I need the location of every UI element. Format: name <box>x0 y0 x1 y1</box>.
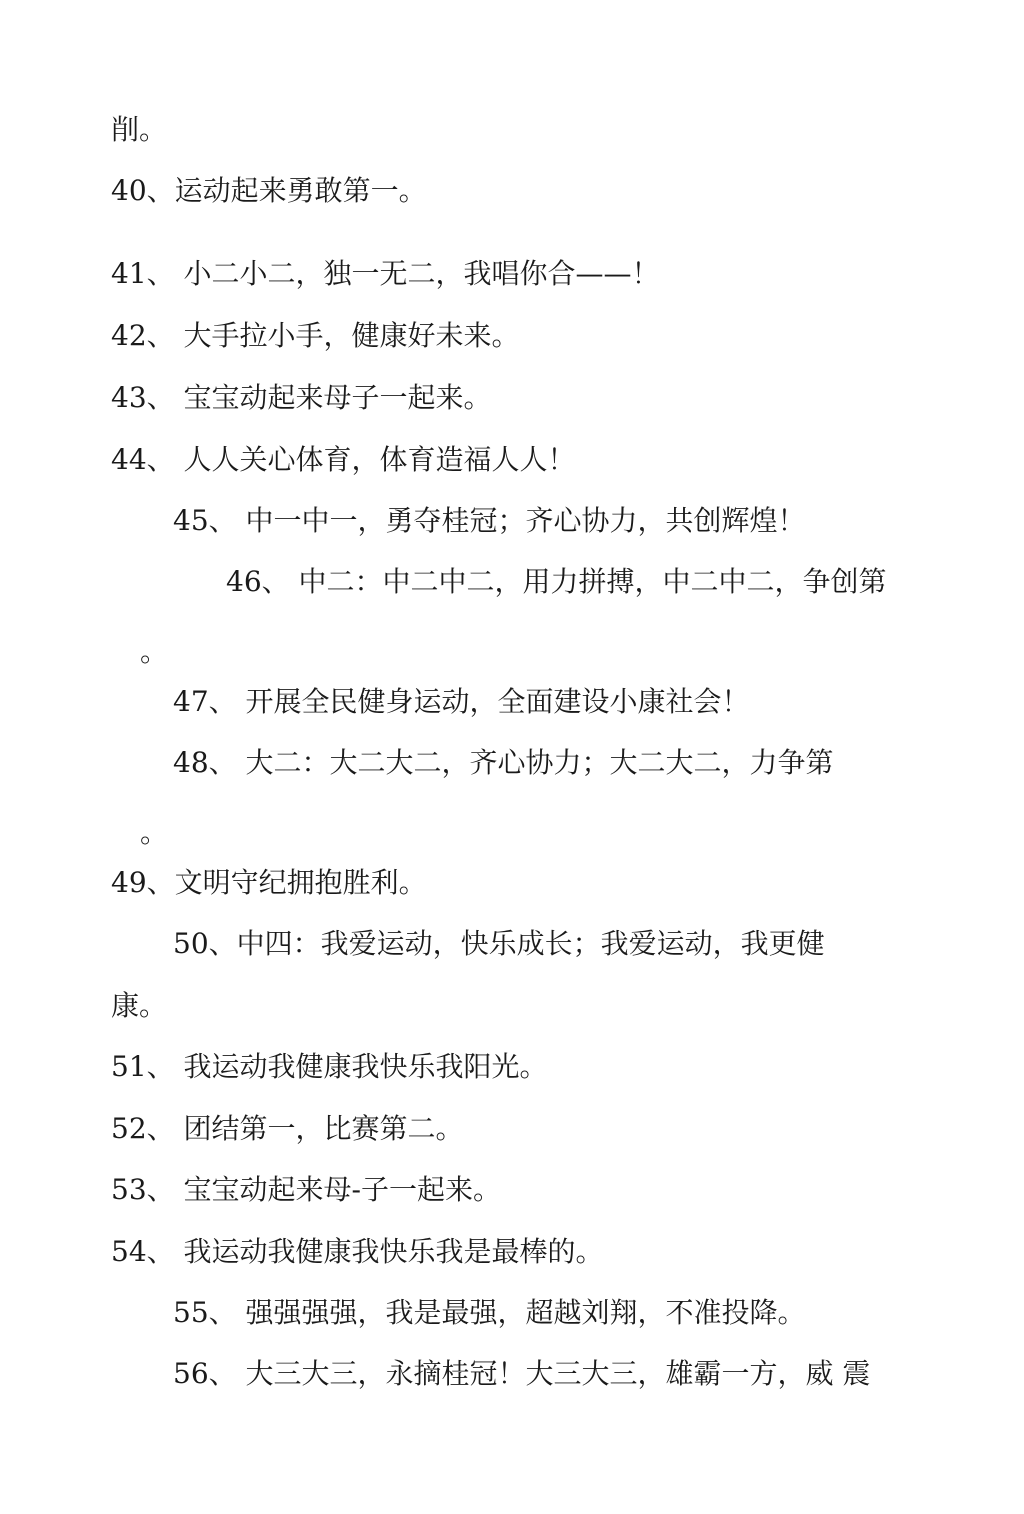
text-line: 50、中四：我爱运动，快乐成长；我爱运动，我更健 <box>173 927 825 960</box>
text-line: 53、 宝宝动起来母-子一起来。 <box>111 1173 501 1206</box>
text-line: 48、 大二：大二大二，齐心协力；大二大二，力争第 <box>173 746 834 779</box>
text-line: 。 <box>140 816 169 849</box>
text-line: 51、 我运动我健康我快乐我阳光。 <box>111 1050 548 1083</box>
text-line: 。 <box>140 635 169 668</box>
text-line: 40、运动起来勇敢第一。 <box>111 174 427 207</box>
text-line: 42、 大手拉小手，健康好未来。 <box>111 319 520 352</box>
text-line: 46、 中二：中二中二，用力拼搏，中二中二，争创第 <box>226 565 887 598</box>
text-line: 49、文明守纪拥抱胜利。 <box>111 866 427 899</box>
text-line: 52、 团结第一，比赛第二。 <box>111 1112 464 1145</box>
text-line: 47、 开展全民健身运动，全面建设小康社会！ <box>173 685 750 718</box>
text-line: 55、 强强强强，我是最强，超越刘翔，不准投降。 <box>173 1296 806 1329</box>
text-line: 43、 宝宝动起来母子一起来。 <box>111 381 492 414</box>
text-line: 削。 <box>111 113 168 146</box>
text-line: 45、 中一中一，勇夺桂冠；齐心协力，共创辉煌！ <box>173 504 806 537</box>
text-line: 41、 小二小二，独一无二，我唱你合——！ <box>111 257 660 290</box>
text-line: 44、 人人关心体育，体育造福人人！ <box>111 443 576 476</box>
text-line: 康。 <box>111 989 168 1022</box>
text-line: 54、 我运动我健康我快乐我是最棒的。 <box>111 1235 604 1268</box>
text-line: 56、 大三大三，永摘桂冠！大三大三，雄霸一方，威 震 <box>173 1357 871 1390</box>
